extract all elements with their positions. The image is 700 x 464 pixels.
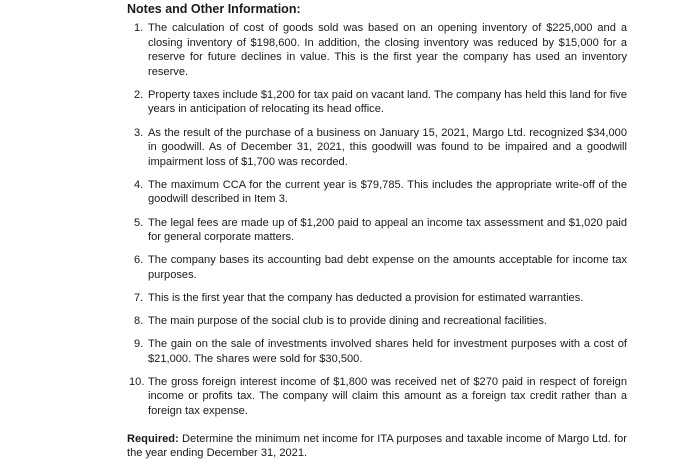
note-text: The legal fees are made up of $1,200 paid to appeal an income tax assessment and $1,020 paid for general corporate matters. <box>148 216 627 244</box>
note-text: This is the first year that the company has deducted a provision for estimated warranties. <box>148 291 584 304</box>
note-item-5 <box>127 216 627 245</box>
required-text: Determine the minimum net income for ITA purposes and taxable income of Margo Ltd. for the year ending December 31, 2021. <box>127 432 627 460</box>
note-text: The gain on the sale of investments involved shares held for investment purposes with a cost of $21,000. The shares were sold for $30,500. <box>148 338 627 365</box>
note-text: The gross foreign interest income of $1,800 was received net of $270 paid in respect of foreign income or profits tax. The company will claim this amount as a foreign tax credit rather than a foreign tax expense. <box>148 375 627 417</box>
note-text: The calculation of cost of goods sold was based on an opening inventory of $225,000 and a closing inventory of $198,600. In addition, the closing inventory was reduced by $15,000 for a reserve for future declines in value. This is the first year the company has used an inventory reserve. <box>148 22 627 78</box>
note-number: 2. <box>134 88 144 101</box>
note-number: 10. <box>129 375 145 388</box>
notes-list <box>127 21 627 419</box>
note-text: The maximum CCA for the current year is $79,785. This includes the appropriate write-off of the goodwill described in Item 3. <box>148 178 627 206</box>
note-item-7 <box>127 291 627 306</box>
note-item-2 <box>127 88 627 117</box>
note-number: 7. <box>134 291 144 304</box>
note-item-9 <box>127 337 627 366</box>
note-text: The main purpose of the social club is to provide dining and recreational facilities. <box>148 315 547 327</box>
note-number: 4. <box>134 178 144 191</box>
required-section <box>127 432 627 461</box>
note-number: 6. <box>134 254 144 267</box>
section-heading: Notes and Other Information: <box>127 2 301 16</box>
note-number: 3. <box>134 126 144 139</box>
note-number: 9. <box>134 338 144 351</box>
note-number: 1. <box>134 22 144 34</box>
note-item-10 <box>127 375 627 419</box>
note-item-3 <box>127 126 627 170</box>
note-item-4 <box>127 178 627 207</box>
note-item-8 <box>127 314 627 329</box>
note-number: 5. <box>134 216 144 229</box>
note-text: The company bases its accounting bad debt expense on the amounts acceptable for income tax purposes. <box>148 254 627 281</box>
document-page <box>127 0 627 461</box>
required-label: Required: <box>127 432 179 445</box>
note-text: As the result of the purchase of a business on January 15, 2021, Margo Ltd. recognized $34,000 in goodwill. As of December 31, 2021, this goodwill was found to be impaired and a goodwill impairment loss of $1,700 was recorded. <box>148 126 627 168</box>
note-number: 8. <box>134 315 144 327</box>
note-item-6 <box>127 253 627 282</box>
note-item-1 <box>127 21 627 79</box>
note-text: Property taxes include $1,200 for tax paid on vacant land. The company has held this land for five years in anticipation of relocating its head office. <box>148 88 627 116</box>
